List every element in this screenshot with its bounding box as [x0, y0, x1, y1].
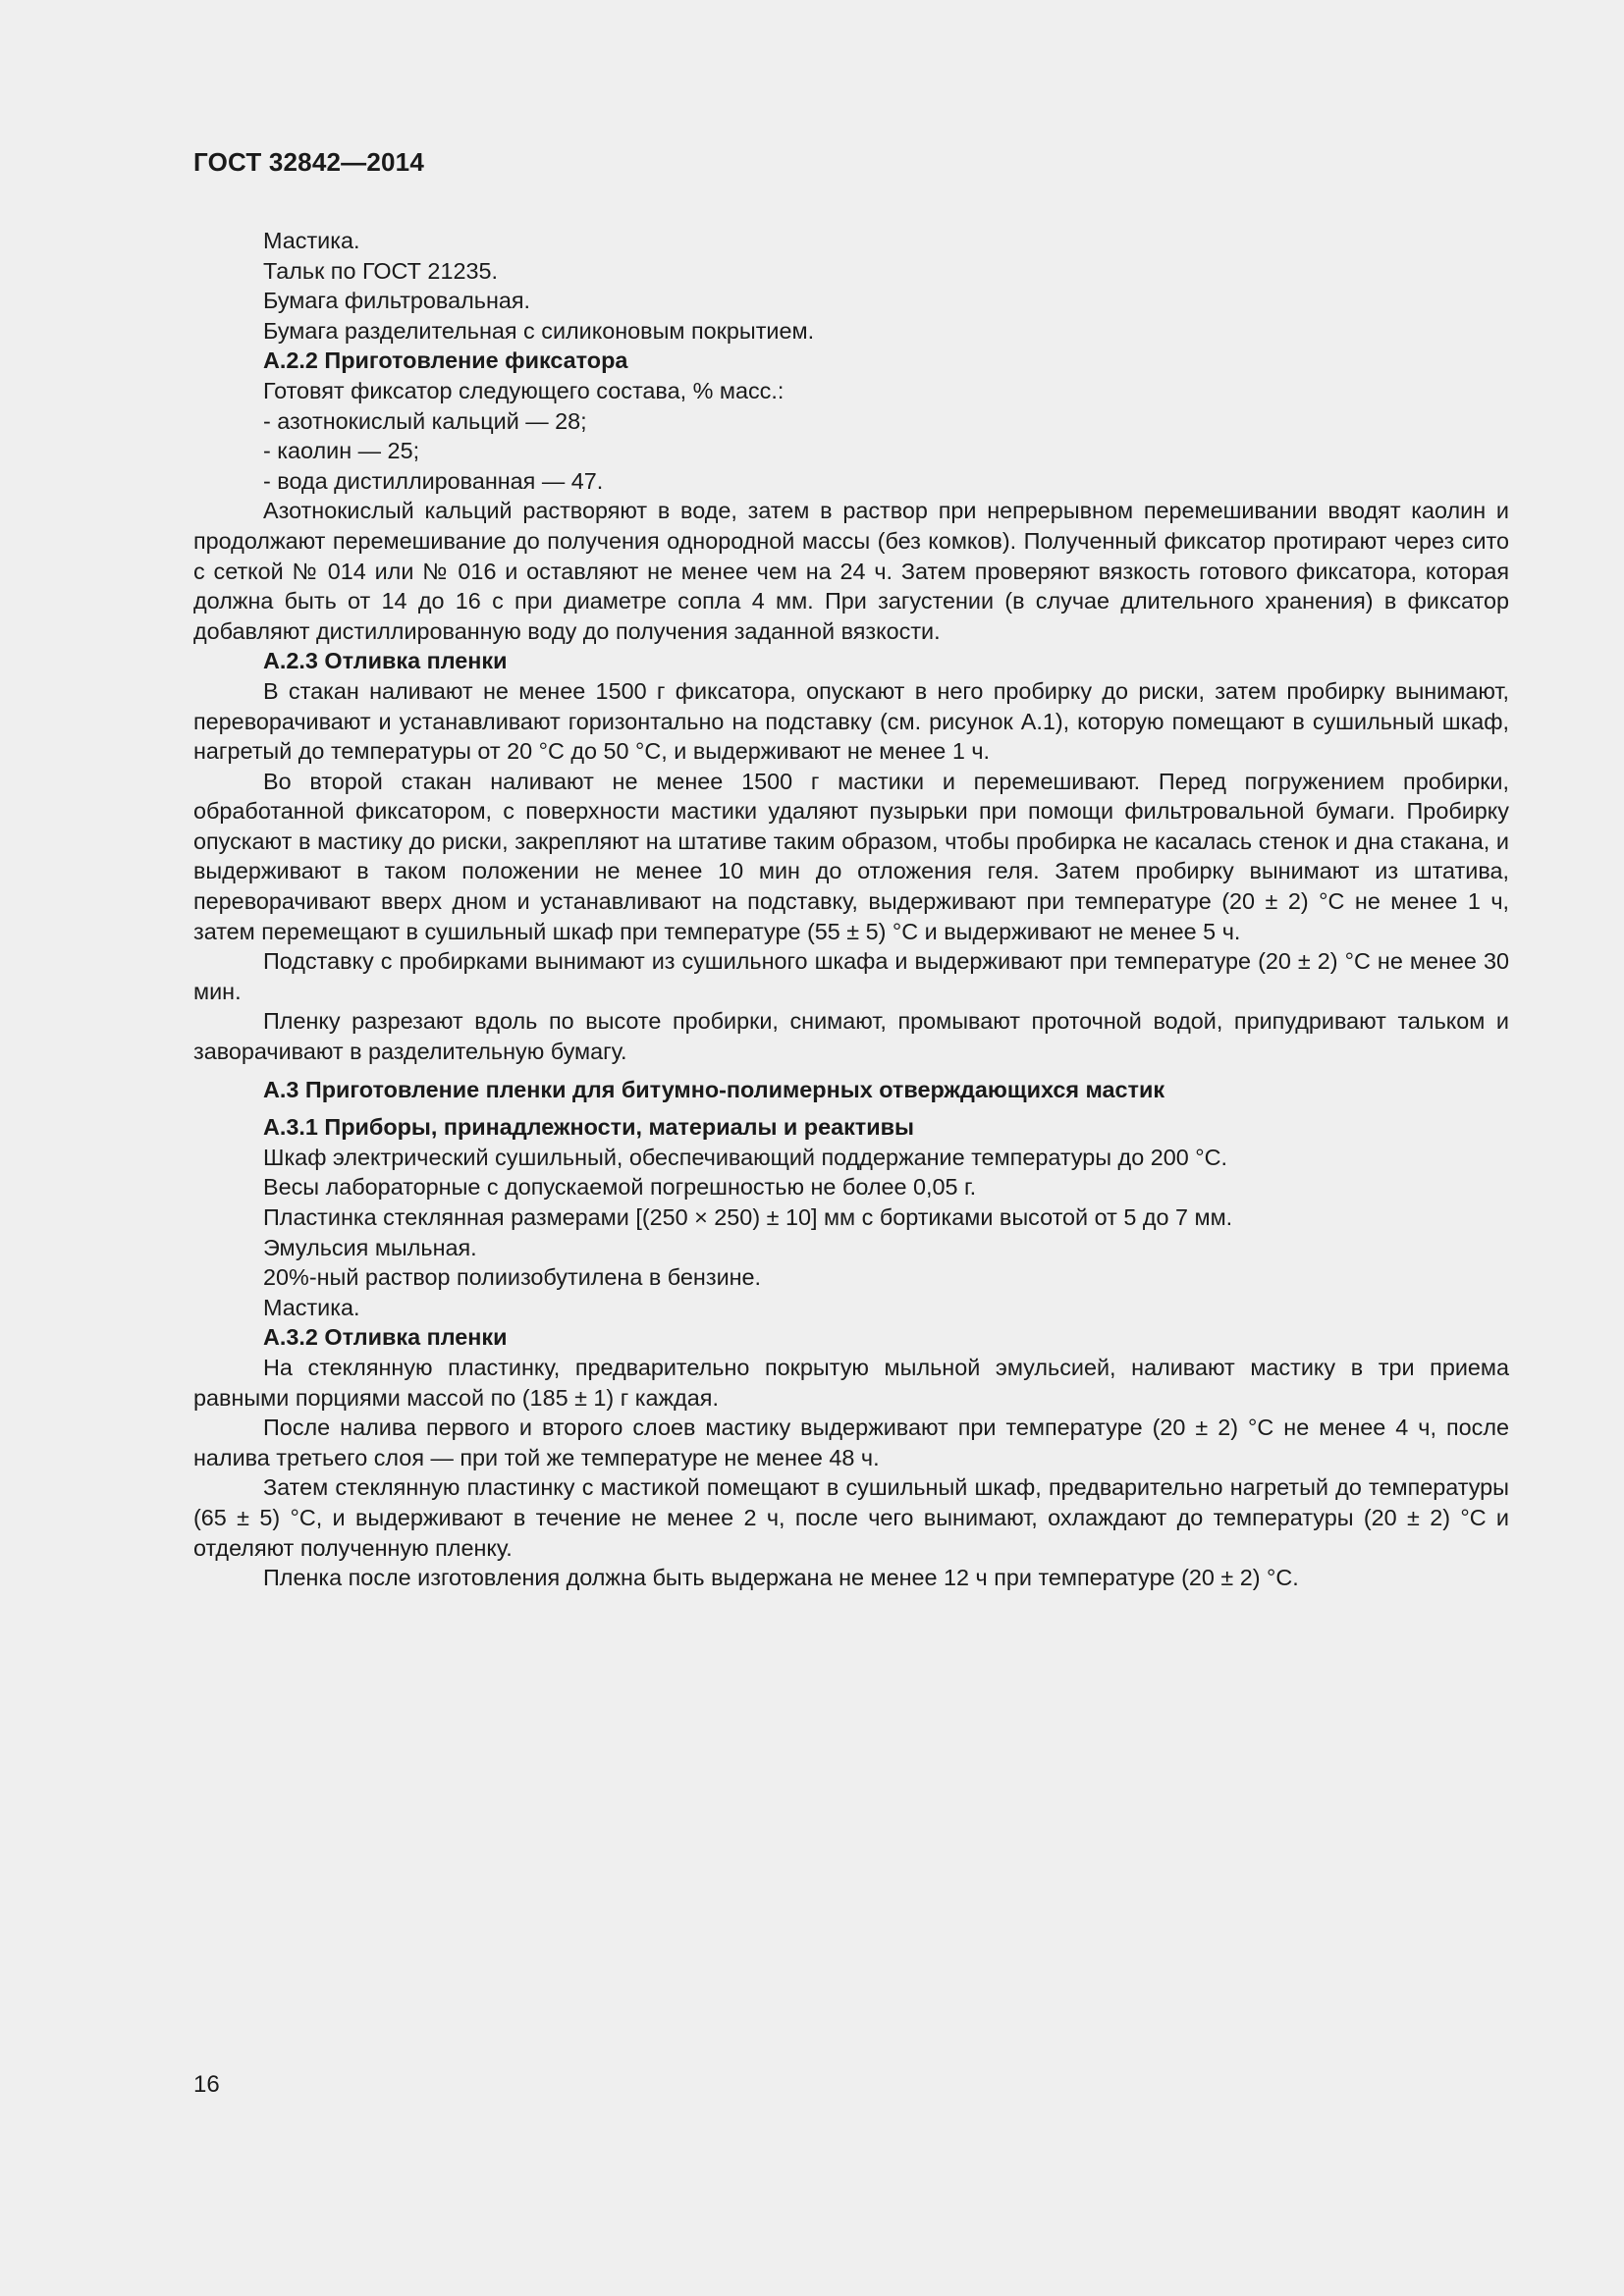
list-item: 20%-ный раствор полиизобутилена в бензине.	[263, 1264, 762, 1291]
paragraph: Пленка после изготовления должна быть выдержана не менее 12 ч при температуре (20 ± 2) °С.	[263, 1565, 1299, 1591]
composition-item: - каолин — 25;	[263, 438, 420, 464]
composition-item: - вода дистиллированная — 47.	[263, 467, 604, 494]
paragraph: Пленку разрезают вдоль по высоте пробирки, снимают, промывают проточной водой, припудривают тальком и заворачивают в разделительную бумагу.	[193, 1008, 1509, 1065]
list-item: Весы лабораторные с допускаемой погрешностью не более 0,05 г.	[263, 1174, 977, 1201]
section-heading-a22: А.2.2 Приготовление фиксатора	[263, 347, 628, 374]
paragraph-fixator: Азотнокислый кальций растворяют в воде, затем в раствор при непрерывном перемешивании вводят каолин и продолжают перемешивание до получения однородной массы (без комков). Полученный фиксатор протирают через сито с сеткой № 014 или № 016 и оставляют не менее чем на 24 ч. Затем проверяют вязкость готового фиксатора, которая должна быть от 14 до 16 с при диаметре сопла 4 мм. При загустении (в случае длительного хранения) в фиксатор добавляют дистиллированную воду до получения заданной вязкости.	[193, 498, 1509, 644]
section-heading-a3: А.3 Приготовление пленки для битумно-полимерных отверждающихся мастик	[263, 1076, 1165, 1102]
list-item: Пластинка стеклянная размерами [(250 × 250) ± 10] мм с бортиками высотой от 5 до 7 мм.	[263, 1204, 1233, 1230]
list-item: Тальк по ГОСТ 21235.	[263, 257, 498, 284]
section-heading-a32: А.3.2 Отливка пленки	[263, 1324, 508, 1351]
composition-intro: Готовят фиксатор следующего состава, % масс.:	[263, 377, 785, 403]
list-item: Мастика.	[263, 1294, 360, 1320]
page-number: 16	[193, 2071, 220, 2098]
document-header: ГОСТ 32842—2014	[193, 147, 424, 177]
paragraph: После налива первого и второго слоев мастику выдерживают при температуре (20 ± 2) °С не менее 4 ч, после налива третьего слоя — при той же температуре не менее 48 ч.	[193, 1415, 1509, 1470]
section-heading-a23: А.2.3 Отливка пленки	[263, 648, 508, 674]
list-item: Шкаф электрический сушильный, обеспечивающий поддержание температуры до 200 °С.	[263, 1144, 1227, 1170]
list-item: Бумага фильтровальная.	[263, 288, 531, 314]
paragraph: В стакан наливают не менее 1500 г фиксатора, опускают в него пробирку до риски, затем пробирку вынимают, переворачивают и устанавливают горизонтально на подставку (см. рисунок А.1), которую помещают в сушильный шкаф, нагретый до температуры от 20 °С до 50 °С, и выдерживают не менее 1 ч.	[193, 677, 1509, 765]
paragraph: На стеклянную пластинку, предварительно покрытую мыльной эмульсией, наливают мастику в три приема равными порциями массой по (185 ± 1) г каждая.	[193, 1354, 1509, 1411]
paragraph: Подставку с пробирками вынимают из сушильного шкафа и выдерживают при температуре (20 ± 2) °С не менее 30 мин.	[193, 948, 1509, 1004]
section-heading-a31: А.3.1 Приборы, принадлежности, материалы и реактивы	[263, 1114, 915, 1141]
paragraph: Затем стеклянную пластинку с мастикой помещают в сушильный шкаф, предварительно нагретый до температуры (65 ± 5) °С, и выдерживают в течение не менее 2 ч, после чего вынимают, охлаждают до температуры (20 ± 2) °С и отделяют полученную пленку.	[193, 1474, 1509, 1561]
list-item: Бумага разделительная с силиконовым покрытием.	[263, 317, 815, 344]
document-body	[193, 226, 1509, 1593]
list-item: Эмульсия мыльная.	[263, 1234, 477, 1260]
composition-item: - азотнокислый кальций — 28;	[263, 407, 587, 434]
list-item: Мастика.	[263, 228, 360, 253]
paragraph: Во второй стакан наливают не менее 1500 г мастики и перемешивают. Перед погружением пробирки, обработанной фиксатором, с поверхности мастики удаляют пузырьки при помощи фильтровальной бумаги. Пробирку опускают в мастику до риски, закрепляют на штативе таким образом, чтобы пробирка не касалась стенок и дна стакана, и выдерживают в таком положении не менее 10 мин до отложения геля. Затем пробирку вынимают из штатива, переворачивают вверх дном и устанавливают на подставку, выдерживают при температуре (20 ± 2) °С не менее 1 ч, затем перемещают в сушильный шкаф при температуре (55 ± 5) °С и выдерживают не менее 5 ч.	[193, 768, 1509, 944]
